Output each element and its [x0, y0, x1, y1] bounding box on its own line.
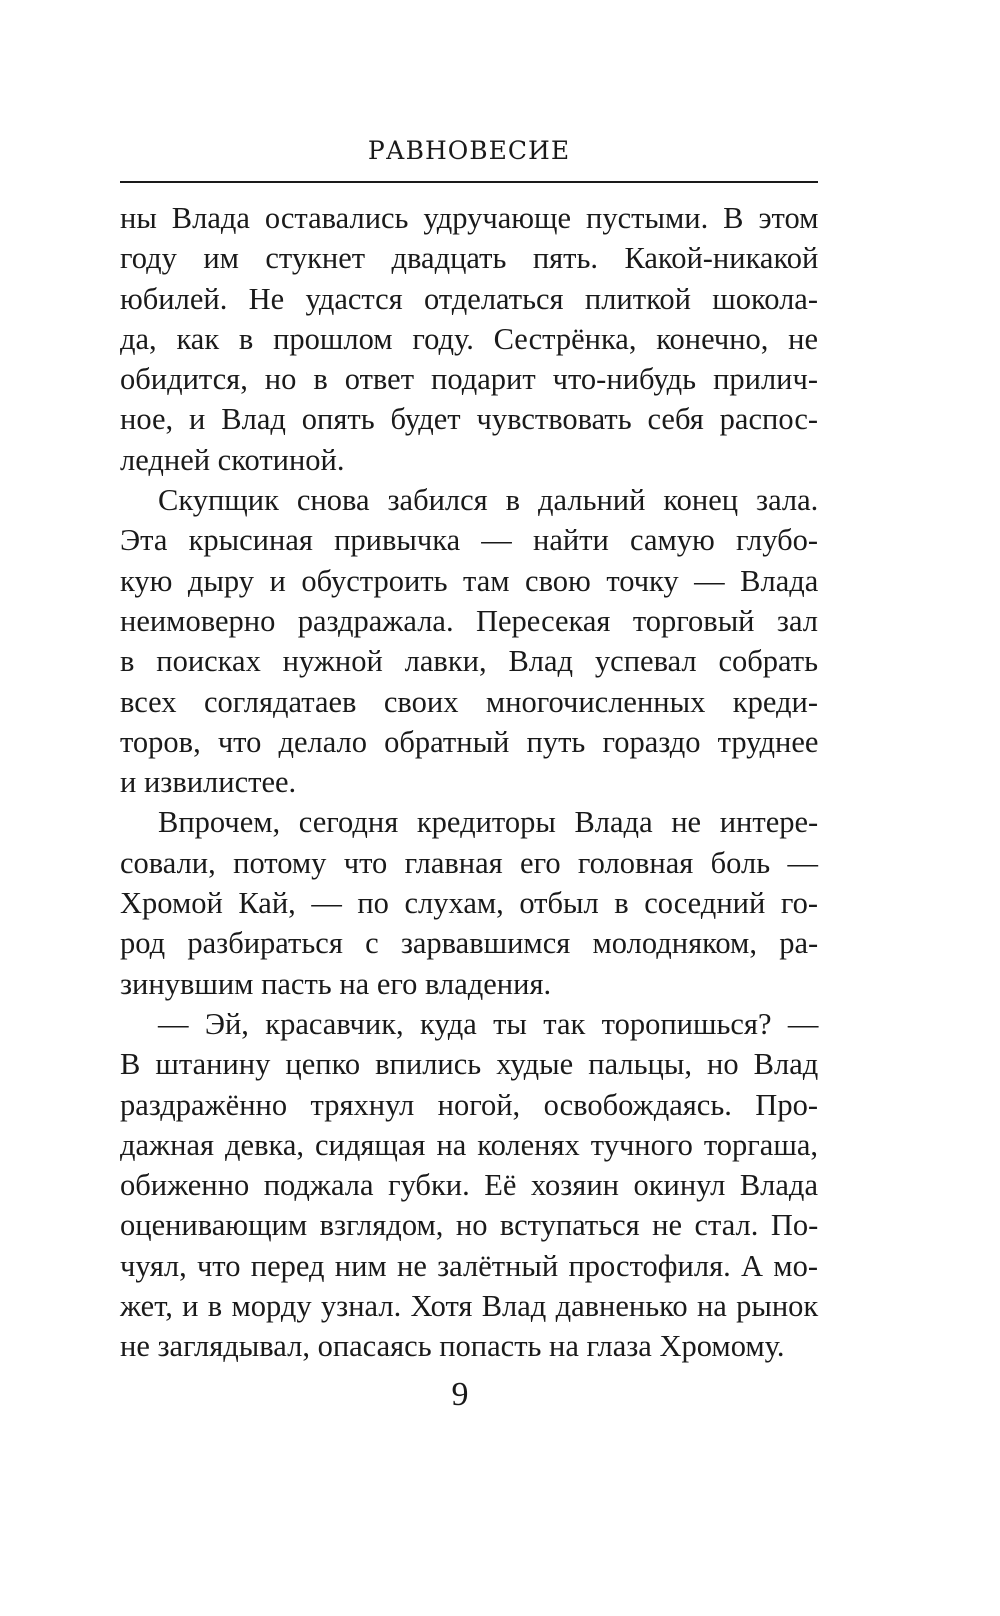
text-line: да, как в прошлом году. Сестрёнка, конечно, не: [120, 321, 819, 356]
text-line: — Эй, красавчик, куда ты так торопишься? —: [158, 1006, 819, 1041]
text-line: жет, и в морду узнал. Хотя Влад давненько на рынок: [120, 1289, 819, 1324]
text-line: Скупщик снова забился в дальний конец зала.: [158, 483, 819, 518]
text-line: В штанину цепко впились худые пальцы, но Влад: [120, 1047, 819, 1082]
text-line: обиженно поджала губки. Её хозяин окинул Влада: [120, 1168, 818, 1203]
text-line: ледней скотиной.: [120, 442, 345, 477]
text-line: чуял, что перед ним не залётный простофиля. А мо-: [120, 1248, 818, 1283]
text-line: обидится, но в ответ подарит что-нибудь прилич-: [120, 362, 818, 397]
text-line: не заглядывал, опасаясь попасть на глаза Хромому.: [120, 1329, 785, 1364]
text-line: раздражённо тряхнул ногой, освобождаясь. Про-: [120, 1087, 818, 1122]
text-line: кую дыру и обустроить там свою точку — Влада: [120, 563, 819, 598]
text-line: всех соглядатаев своих многочисленных креди-: [120, 684, 818, 719]
text-line: Хромой Кай, — по слухам, отбыл в соседний го-: [120, 886, 818, 921]
text-line: дажная девка, сидящая на коленях тучного торгаша,: [120, 1127, 818, 1162]
text-line: юбилей. Не удастся отделаться плиткой шокола-: [120, 281, 818, 316]
paragraph: [120, 802, 818, 1003]
header-rule: [120, 181, 818, 183]
text-line: ны Влада оставались удручающе пустыми. В этом: [120, 201, 819, 235]
paragraph: [120, 480, 818, 802]
text-line: совали, потому что главная его головная боль —: [120, 845, 818, 880]
text-line: Эта крысиная привычка — найти самую глубо-: [120, 523, 818, 558]
text-line: Впрочем, сегодня кредиторы Влада не интере-: [158, 805, 819, 840]
paragraph: [120, 1004, 818, 1367]
text-line: году им стукнет двадцать пять. Какой-никакой: [120, 241, 819, 276]
paragraph: [120, 198, 818, 480]
text-line: в поисках нужной лавки, Влад успевал собрать: [120, 644, 818, 679]
running-head: РАВНОВЕСИЕ: [367, 136, 571, 165]
text-line: оценивающим взглядом, но вступаться не стал. По-: [120, 1208, 819, 1243]
text-line: род разбираться с зарвавшимся молодняком, ра-: [120, 926, 819, 961]
text-line: ное, и Влад опять будет чувствовать себя распос-: [120, 402, 819, 437]
page-number: 9: [451, 1376, 469, 1413]
text-line: зинувшим пасть на его владения.: [120, 966, 552, 1001]
text-line: и извилистее.: [120, 765, 297, 800]
body-text: [120, 198, 818, 1367]
text-line: торов, что делало обратный путь гораздо труднее: [120, 724, 819, 759]
text-line: неимоверно раздражала. Пересекая торговый зал: [120, 603, 818, 638]
